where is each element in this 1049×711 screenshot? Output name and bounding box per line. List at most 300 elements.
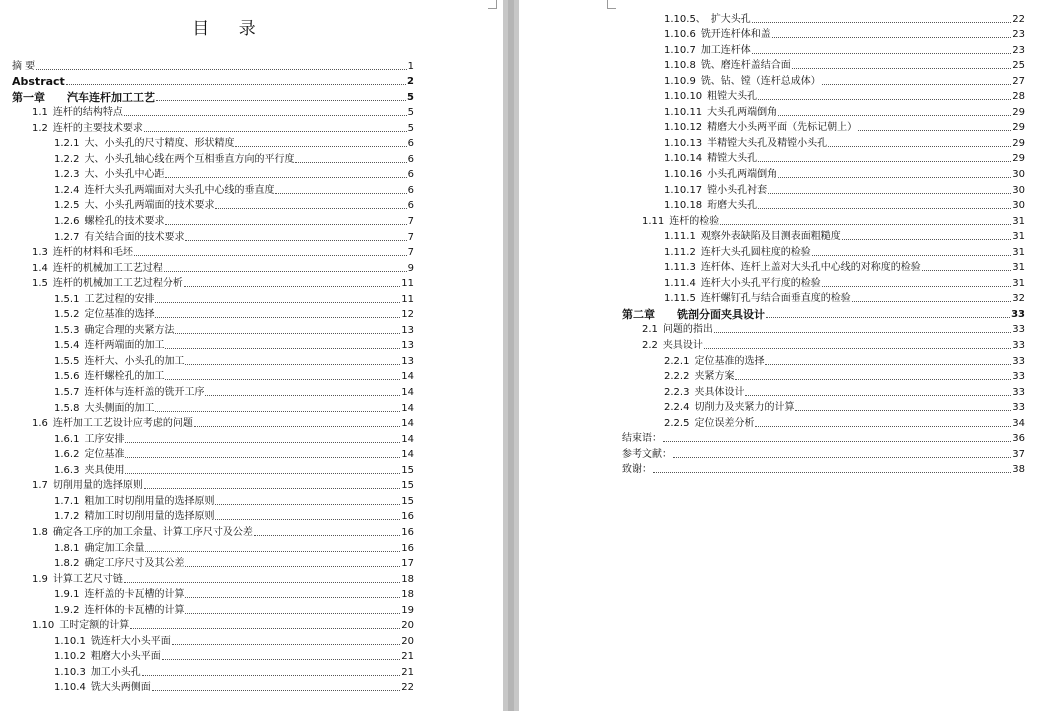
- toc-dot-leader: [185, 566, 400, 567]
- toc-entry-number: 1.6.2: [54, 449, 80, 461]
- page-gap: [503, 0, 519, 711]
- toc-page-number: 30: [1012, 184, 1025, 196]
- toc-entry-number: 1.10.14: [664, 153, 703, 165]
- toc-entry-title: 粗加工时切削用量的选择原则: [84, 495, 215, 507]
- toc-entry-number: 第二章: [622, 307, 655, 321]
- toc-entry-number: 1.7.2: [54, 511, 80, 523]
- toc-entry-number: 1.11: [642, 215, 665, 227]
- toc-dot-leader: [778, 115, 1011, 116]
- toc-dot-leader: [152, 690, 400, 691]
- toc-list-right: [622, 10, 1025, 476]
- toc-entry-title: 连杆的材料和毛坯: [52, 247, 133, 259]
- toc-entry-number: 1.9.2: [54, 604, 80, 616]
- toc-entry-number: 1.10.9: [664, 75, 696, 87]
- toc-dot-leader: [156, 100, 406, 101]
- toc-page-number: 31: [1012, 215, 1025, 227]
- toc-entry-number: 1.2.1: [54, 138, 80, 150]
- toc-entry[interactable]: [12, 632, 414, 648]
- toc-page-number: 15: [401, 464, 414, 476]
- toc-dot-leader: [125, 457, 400, 458]
- toc-dot-leader: [812, 255, 1011, 256]
- toc-entry[interactable]: [12, 228, 414, 244]
- toc-entry[interactable]: [622, 321, 1025, 337]
- toc-entry-title: 大、小头孔中心距: [84, 169, 165, 181]
- toc-page-number: 2: [407, 76, 414, 88]
- toc-page-number: 18: [401, 573, 414, 585]
- toc-entry-title: 定位基准的选择: [694, 355, 765, 367]
- toc-entry[interactable]: [12, 586, 414, 602]
- toc-entry-title: 大、小头孔轴心线在两个互相垂直方向的平行度: [84, 153, 295, 165]
- toc-entry[interactable]: [622, 150, 1025, 166]
- toc-entry-number: 1.6: [32, 418, 48, 430]
- toc-entry-number: 1.2.6: [54, 216, 80, 228]
- toc-page-number: 22: [401, 682, 414, 694]
- toc-entry-title: 计算工艺尺寸链: [52, 573, 123, 585]
- toc-entry-title: 精磨大小头两平面（先标记朝上）: [707, 122, 858, 134]
- toc-page-number: 1: [407, 60, 414, 72]
- toc-entry-number: 1.10.10: [664, 91, 703, 103]
- toc-entry-number: 1.7: [32, 480, 48, 492]
- toc-entry-number: 1.2.3: [54, 169, 80, 181]
- toc-entry[interactable]: [12, 104, 414, 120]
- toc-page-number: 22: [1012, 13, 1025, 25]
- toc-entry[interactable]: [12, 648, 414, 664]
- toc-entry-number: 1.10.3: [54, 666, 86, 678]
- toc-entry[interactable]: [622, 445, 1025, 461]
- toc-page-number: 29: [1012, 137, 1025, 149]
- toc-entry-number: 1.5.2: [54, 309, 80, 321]
- toc-entry-number: 1.10.11: [664, 106, 703, 118]
- toc-entry-number: 2.2.5: [664, 417, 690, 429]
- toc-dot-leader: [653, 472, 1011, 473]
- toc-entry[interactable]: [12, 352, 414, 368]
- toc-entry-number: 1.10.12: [664, 122, 703, 134]
- toc-entry-title: 珩磨大头孔: [707, 200, 758, 212]
- toc-dot-leader: [66, 84, 406, 85]
- toc-entry[interactable]: [12, 523, 414, 539]
- toc-entry-title: 连杆螺栓孔的加工: [84, 371, 165, 383]
- toc-entry[interactable]: [622, 212, 1025, 228]
- toc-entry[interactable]: [12, 244, 414, 260]
- toc-entry-number: 1.2.7: [54, 231, 80, 243]
- toc-dot-leader: [165, 177, 406, 178]
- toc-entry-number: 1.11.3: [664, 262, 696, 274]
- toc-entry[interactable]: [622, 57, 1025, 73]
- toc-page-number: 6: [407, 184, 414, 196]
- toc-entry-title: 铣、钻、镗（连杆总成体）: [700, 75, 821, 87]
- toc-dot-leader: [194, 426, 400, 427]
- toc-dot-leader: [125, 442, 400, 443]
- toc-entry-number: 1.10.7: [664, 44, 696, 56]
- toc-entry-number: 1.11.5: [664, 293, 696, 305]
- toc-entry-number: 1.2.4: [54, 184, 80, 196]
- toc-dot-leader: [704, 348, 1011, 349]
- toc-dot-leader: [772, 37, 1011, 38]
- toc-entry-title: 汽车连杆加工工艺: [67, 90, 155, 104]
- toc-page-number: 33: [1012, 371, 1025, 383]
- toc-entry-number: 1.10.1: [54, 635, 86, 647]
- toc-page-number: 14: [401, 402, 414, 414]
- toc-entry[interactable]: [12, 150, 414, 166]
- toc-entry-title: 连杆的机械加工工艺过程分析: [52, 278, 183, 290]
- toc-dot-leader: [142, 675, 400, 676]
- toc-entry[interactable]: [12, 446, 414, 462]
- toc-entry[interactable]: [12, 461, 414, 477]
- toc-entry[interactable]: [622, 181, 1025, 197]
- toc-page-number: 11: [401, 278, 414, 290]
- toc-entry-number: 1.6.1: [54, 433, 80, 445]
- toc-entry[interactable]: [12, 212, 414, 228]
- toc-page-number: 37: [1012, 448, 1025, 460]
- toc-page-number: 15: [401, 495, 414, 507]
- toc-entry-number: 第一章: [12, 90, 45, 104]
- toc-page-number: 25: [1012, 60, 1025, 72]
- toc-dot-leader: [922, 270, 1011, 271]
- toc-entry[interactable]: [622, 259, 1025, 275]
- toc-page-number: 14: [401, 387, 414, 399]
- toc-entry[interactable]: [12, 508, 414, 524]
- toc-dot-leader: [720, 224, 1011, 225]
- toc-entry[interactable]: [12, 321, 414, 337]
- toc-dot-leader: [215, 504, 400, 505]
- toc-entry-number: 1.1: [32, 107, 48, 119]
- toc-page-number: 31: [1012, 231, 1025, 243]
- toc-entry-number: 1.10.13: [664, 137, 703, 149]
- toc-dot-leader: [758, 161, 1011, 162]
- toc-dot-leader: [755, 426, 1011, 427]
- toc-entry-number: 1.10.4: [54, 682, 86, 694]
- toc-page-number: 31: [1012, 277, 1025, 289]
- toc-entry-title: 确定加工余量: [84, 542, 145, 554]
- toc-entry-number: 1.7.1: [54, 495, 80, 507]
- toc-entry[interactable]: [622, 119, 1025, 135]
- toc-entry[interactable]: [12, 570, 414, 586]
- toc-entry[interactable]: [12, 181, 414, 197]
- toc-entry-title: 定位误差分析: [694, 417, 755, 429]
- toc-entry[interactable]: [12, 601, 414, 617]
- toc-entry-number: 1.8: [32, 526, 48, 538]
- toc-dot-leader: [165, 348, 400, 349]
- toc-entry-number: 1.5.5: [54, 355, 80, 367]
- toc-entry-title: 螺栓孔的技术要求: [84, 216, 165, 228]
- toc-entry-number: 1.2.5: [54, 200, 80, 212]
- toc-entry-title: 粗磨大小头平面: [90, 651, 161, 663]
- toc-page-number: 14: [401, 418, 414, 430]
- toc-entry[interactable]: [12, 555, 414, 571]
- toc-dot-leader: [155, 302, 400, 303]
- toc-dot-leader: [184, 286, 400, 287]
- toc-entry[interactable]: [12, 306, 414, 322]
- toc-entry[interactable]: [622, 103, 1025, 119]
- toc-entry[interactable]: [12, 290, 414, 306]
- toc-entry-number: 1.10.8: [664, 60, 696, 72]
- toc-entry[interactable]: [622, 414, 1025, 430]
- toc-entry-number: 致谢：: [622, 464, 652, 476]
- toc-entry[interactable]: [622, 26, 1025, 42]
- toc-page-number: 17: [401, 558, 414, 570]
- toc-entry-number: 2.2: [642, 340, 658, 352]
- toc-page-number: 13: [401, 355, 414, 367]
- toc-entry-number: 2.2.1: [664, 355, 690, 367]
- toc-entry-title: 精加工时切削用量的选择原则: [84, 511, 215, 523]
- toc-dot-leader: [858, 130, 1011, 131]
- toc-dot-leader: [185, 364, 400, 365]
- toc-dot-leader: [752, 22, 1011, 23]
- toc-entry-title: 连杆体的卡瓦槽的计算: [84, 604, 185, 616]
- toc-page-number: 14: [401, 433, 414, 445]
- toc-page-number: 33: [1012, 355, 1025, 367]
- toc-entry-title: 连杆螺钉孔与结合面垂直度的检验: [700, 293, 851, 305]
- toc-page-number: 30: [1012, 200, 1025, 212]
- toc-entry-title: 大头孔两端倒角: [707, 106, 778, 118]
- toc-dot-leader: [134, 255, 407, 256]
- toc-dot-leader: [165, 224, 406, 225]
- toc-entry-title: 确定合理的夹紧方法: [84, 324, 175, 336]
- toc-entry-title: 切削用量的选择原则: [52, 480, 143, 492]
- toc-entry-number: 1.10: [32, 620, 55, 632]
- toc-entry[interactable]: [12, 415, 414, 431]
- toc-entry-title: 观察外表缺陷及目测表面粗糙度: [700, 231, 841, 243]
- toc-dot-leader: [758, 208, 1011, 209]
- toc-page-number: 33: [1012, 324, 1025, 336]
- toc-entry-number: 1.8.2: [54, 558, 80, 570]
- toc-dot-leader: [155, 411, 400, 412]
- toc-entry[interactable]: [622, 88, 1025, 104]
- toc-entry-number: 1.5.6: [54, 371, 80, 383]
- toc-entry-number: 1.4: [32, 262, 48, 274]
- toc-entry-title: 连杆的机械加工工艺过程: [52, 262, 163, 274]
- toc-page-number: 27: [1012, 75, 1025, 87]
- toc-entry[interactable]: [622, 243, 1025, 259]
- toc-entry-title: 夹具使用: [84, 464, 125, 476]
- toc-dot-leader: [295, 162, 406, 163]
- toc-entry-number: 1.2.2: [54, 153, 80, 165]
- toc-dot-leader: [852, 301, 1011, 302]
- toc-entry-number: 1.10.18: [664, 200, 703, 212]
- toc-page-number: 16: [401, 542, 414, 554]
- toc-dot-leader: [124, 582, 400, 583]
- toc-entry[interactable]: [12, 166, 414, 182]
- toc-title: 目 录: [192, 19, 268, 39]
- toc-entry[interactable]: [622, 399, 1025, 415]
- toc-entry[interactable]: [622, 290, 1025, 306]
- toc-entry[interactable]: [12, 57, 414, 73]
- toc-entry-title: 连杆加工工艺设计应考虑的问题: [52, 418, 193, 430]
- toc-entry-title: 铣大头两侧面: [90, 682, 151, 694]
- toc-dot-leader: [842, 239, 1011, 240]
- toc-entry-title: 问题的指出: [662, 324, 713, 336]
- toc-dot-leader: [145, 551, 400, 552]
- toc-entry-number: 1.5.8: [54, 402, 80, 414]
- toc-entry-title: 连杆体、连杆上盖对大头孔中心线的对称度的检验: [700, 262, 921, 274]
- toc-entry-number: Abstract: [12, 75, 65, 89]
- toc-dot-leader: [235, 146, 406, 147]
- toc-page-number: 16: [401, 511, 414, 523]
- toc-entry-title: 铣剖分面夹具设计: [677, 307, 765, 321]
- toc-entry[interactable]: [622, 461, 1025, 477]
- toc-entry[interactable]: [12, 492, 414, 508]
- toc-page-number: 6: [407, 138, 414, 150]
- toc-entry-number: 参考文献：: [622, 448, 672, 460]
- toc-entry[interactable]: [12, 617, 414, 633]
- toc-entry-title: 连杆两端面的加工: [84, 340, 165, 352]
- toc-dot-leader: [765, 364, 1011, 365]
- toc-entry[interactable]: [12, 88, 414, 104]
- toc-entry-number: 1.3: [32, 247, 48, 259]
- toc-entry-number: 1.5.3: [54, 324, 80, 336]
- toc-page-number: 21: [401, 666, 414, 678]
- toc-dot-leader: [36, 69, 406, 70]
- toc-page-number: 28: [1012, 91, 1025, 103]
- toc-page-number: 33: [1012, 402, 1025, 414]
- toc-entry-title: 夹具体设计: [694, 386, 745, 398]
- toc-entry-title: 铣开连杆体和盖: [700, 29, 771, 41]
- page-corner-mark: [607, 0, 616, 9]
- toc-page-number: 31: [1012, 246, 1025, 258]
- toc-entry-title: 精镗大头孔: [707, 153, 758, 165]
- page-corner-mark: [488, 0, 497, 9]
- toc-list-left: [12, 57, 414, 694]
- toc-entry[interactable]: [622, 41, 1025, 57]
- toc-entry[interactable]: [12, 135, 414, 151]
- toc-page-number: 7: [407, 231, 414, 243]
- toc-entry[interactable]: [622, 352, 1025, 368]
- toc-entry-title: 连杆的检验: [669, 215, 720, 227]
- toc-entry-number: 摘 要: [12, 60, 36, 72]
- toc-entry[interactable]: [622, 72, 1025, 88]
- toc-entry-title: 连杆大小头孔平行度的检验: [700, 277, 821, 289]
- toc-page-number: 6: [407, 153, 414, 165]
- toc-entry[interactable]: [12, 399, 414, 415]
- toc-entry[interactable]: [622, 197, 1025, 213]
- toc-entry-title: 连杆的结构特点: [52, 107, 123, 119]
- toc-entry-title: 小头孔两端倒角: [707, 169, 778, 181]
- toc-entry-title: 大、小头孔两端面的技术要求: [84, 200, 215, 212]
- toc-entry[interactable]: [12, 275, 414, 291]
- toc-entry[interactable]: [622, 383, 1025, 399]
- toc-dot-leader: [205, 395, 400, 396]
- toc-entry[interactable]: [622, 430, 1025, 446]
- toc-entry[interactable]: [12, 383, 414, 399]
- toc-dot-leader: [275, 193, 406, 194]
- toc-entry[interactable]: [622, 165, 1025, 181]
- toc-entry-title: 确定工序尺寸及其公差: [84, 558, 185, 570]
- toc-dot-leader: [124, 115, 407, 116]
- toc-entry[interactable]: [12, 679, 414, 695]
- toc-entry[interactable]: [12, 430, 414, 446]
- toc-entry[interactable]: [622, 336, 1025, 352]
- toc-entry-number: 1.10.5、: [664, 13, 706, 25]
- toc-dot-leader: [175, 333, 400, 334]
- toc-entry-title: 连杆的主要技术要求: [52, 122, 143, 134]
- toc-entry-title: 加工连杆体: [700, 44, 751, 56]
- toc-dot-leader: [663, 441, 1011, 442]
- toc-entry-number: 1.10.16: [664, 169, 703, 181]
- toc-page-number: 14: [401, 371, 414, 383]
- toc-entry-number: 1.10.6: [664, 29, 696, 41]
- toc-page-number: 36: [1012, 433, 1025, 445]
- toc-dot-leader: [673, 457, 1011, 458]
- toc-entry-title: 大头侧面的加工: [84, 402, 155, 414]
- toc-entry-title: 定位基准: [84, 449, 125, 461]
- toc-entry-title: 加工小头孔: [90, 666, 141, 678]
- toc-page-number: 34: [1012, 417, 1025, 429]
- toc-dot-leader: [735, 379, 1011, 380]
- toc-dot-leader: [768, 193, 1011, 194]
- toc-entry-title: 有关结合面的技术要求: [84, 231, 185, 243]
- toc-dot-leader: [155, 317, 400, 318]
- toc-entry[interactable]: [12, 368, 414, 384]
- toc-entry[interactable]: [622, 10, 1025, 26]
- toc-entry-title: 铣连杆大小头平面: [90, 635, 171, 647]
- toc-entry[interactable]: [12, 477, 414, 493]
- toc-page-number: 11: [401, 293, 414, 305]
- toc-page-number: 7: [407, 216, 414, 228]
- toc-entry-title: 连杆大、小头孔的加工: [84, 355, 185, 367]
- toc-entry[interactable]: [12, 337, 414, 353]
- toc-entry[interactable]: [622, 274, 1025, 290]
- toc-dot-leader: [714, 332, 1011, 333]
- toc-dot-leader: [144, 488, 400, 489]
- toc-entry-title: 粗镗大头孔: [707, 91, 758, 103]
- toc-entry-title: 连杆大头孔两端面对大头孔中心线的垂直度: [84, 184, 275, 196]
- toc-entry[interactable]: [622, 228, 1025, 244]
- toc-entry[interactable]: [12, 73, 414, 89]
- toc-page-number: 38: [1012, 464, 1025, 476]
- toc-dot-leader: [165, 379, 400, 380]
- toc-dot-leader: [215, 208, 406, 209]
- toc-dot-leader: [795, 410, 1011, 411]
- toc-entry[interactable]: [622, 305, 1025, 321]
- toc-entry-number: 1.5.4: [54, 340, 80, 352]
- toc-page-number: 21: [401, 651, 414, 663]
- toc-entry-number: 1.9.1: [54, 589, 80, 601]
- toc-entry[interactable]: [622, 368, 1025, 384]
- toc-entry-title: 确定各工序的加工余量、计算工序尺寸及公差: [52, 526, 253, 538]
- toc-entry-title: 切削力及夹紧力的计算: [694, 402, 795, 414]
- toc-dot-leader: [215, 519, 400, 520]
- toc-entry-number: 2.2.4: [664, 402, 690, 414]
- toc-dot-leader: [125, 473, 400, 474]
- toc-entry[interactable]: [12, 259, 414, 275]
- toc-entry-number: 结束语：: [622, 433, 662, 445]
- toc-page-number: 23: [1012, 29, 1025, 41]
- toc-entry[interactable]: [622, 134, 1025, 150]
- toc-entry-number: 1.8.1: [54, 542, 80, 554]
- toc-entry[interactable]: [12, 663, 414, 679]
- toc-entry-title: 镗小头孔衬套: [707, 184, 768, 196]
- toc-dot-leader: [172, 644, 400, 645]
- toc-dot-leader: [164, 271, 407, 272]
- toc-entry-number: 2.2.2: [664, 371, 690, 383]
- toc-page-number: 15: [401, 480, 414, 492]
- toc-entry-title: 连杆大头孔圆柱度的检验: [700, 246, 811, 258]
- toc-page-number: 9: [407, 262, 414, 274]
- toc-page-number: 29: [1012, 106, 1025, 118]
- toc-page-number: 20: [401, 635, 414, 647]
- toc-dot-leader: [828, 146, 1011, 147]
- toc-entry[interactable]: [12, 197, 414, 213]
- toc-page-number: 20: [401, 620, 414, 632]
- toc-page-number: 31: [1012, 262, 1025, 274]
- toc-entry[interactable]: [12, 539, 414, 555]
- toc-entry[interactable]: [12, 119, 414, 135]
- toc-dot-leader: [254, 535, 400, 536]
- toc-dot-leader: [792, 68, 1011, 69]
- toc-page-number: 12: [401, 309, 414, 321]
- toc-entry-title: 夹紧方案: [694, 371, 735, 383]
- toc-entry-number: 1.10.2: [54, 651, 86, 663]
